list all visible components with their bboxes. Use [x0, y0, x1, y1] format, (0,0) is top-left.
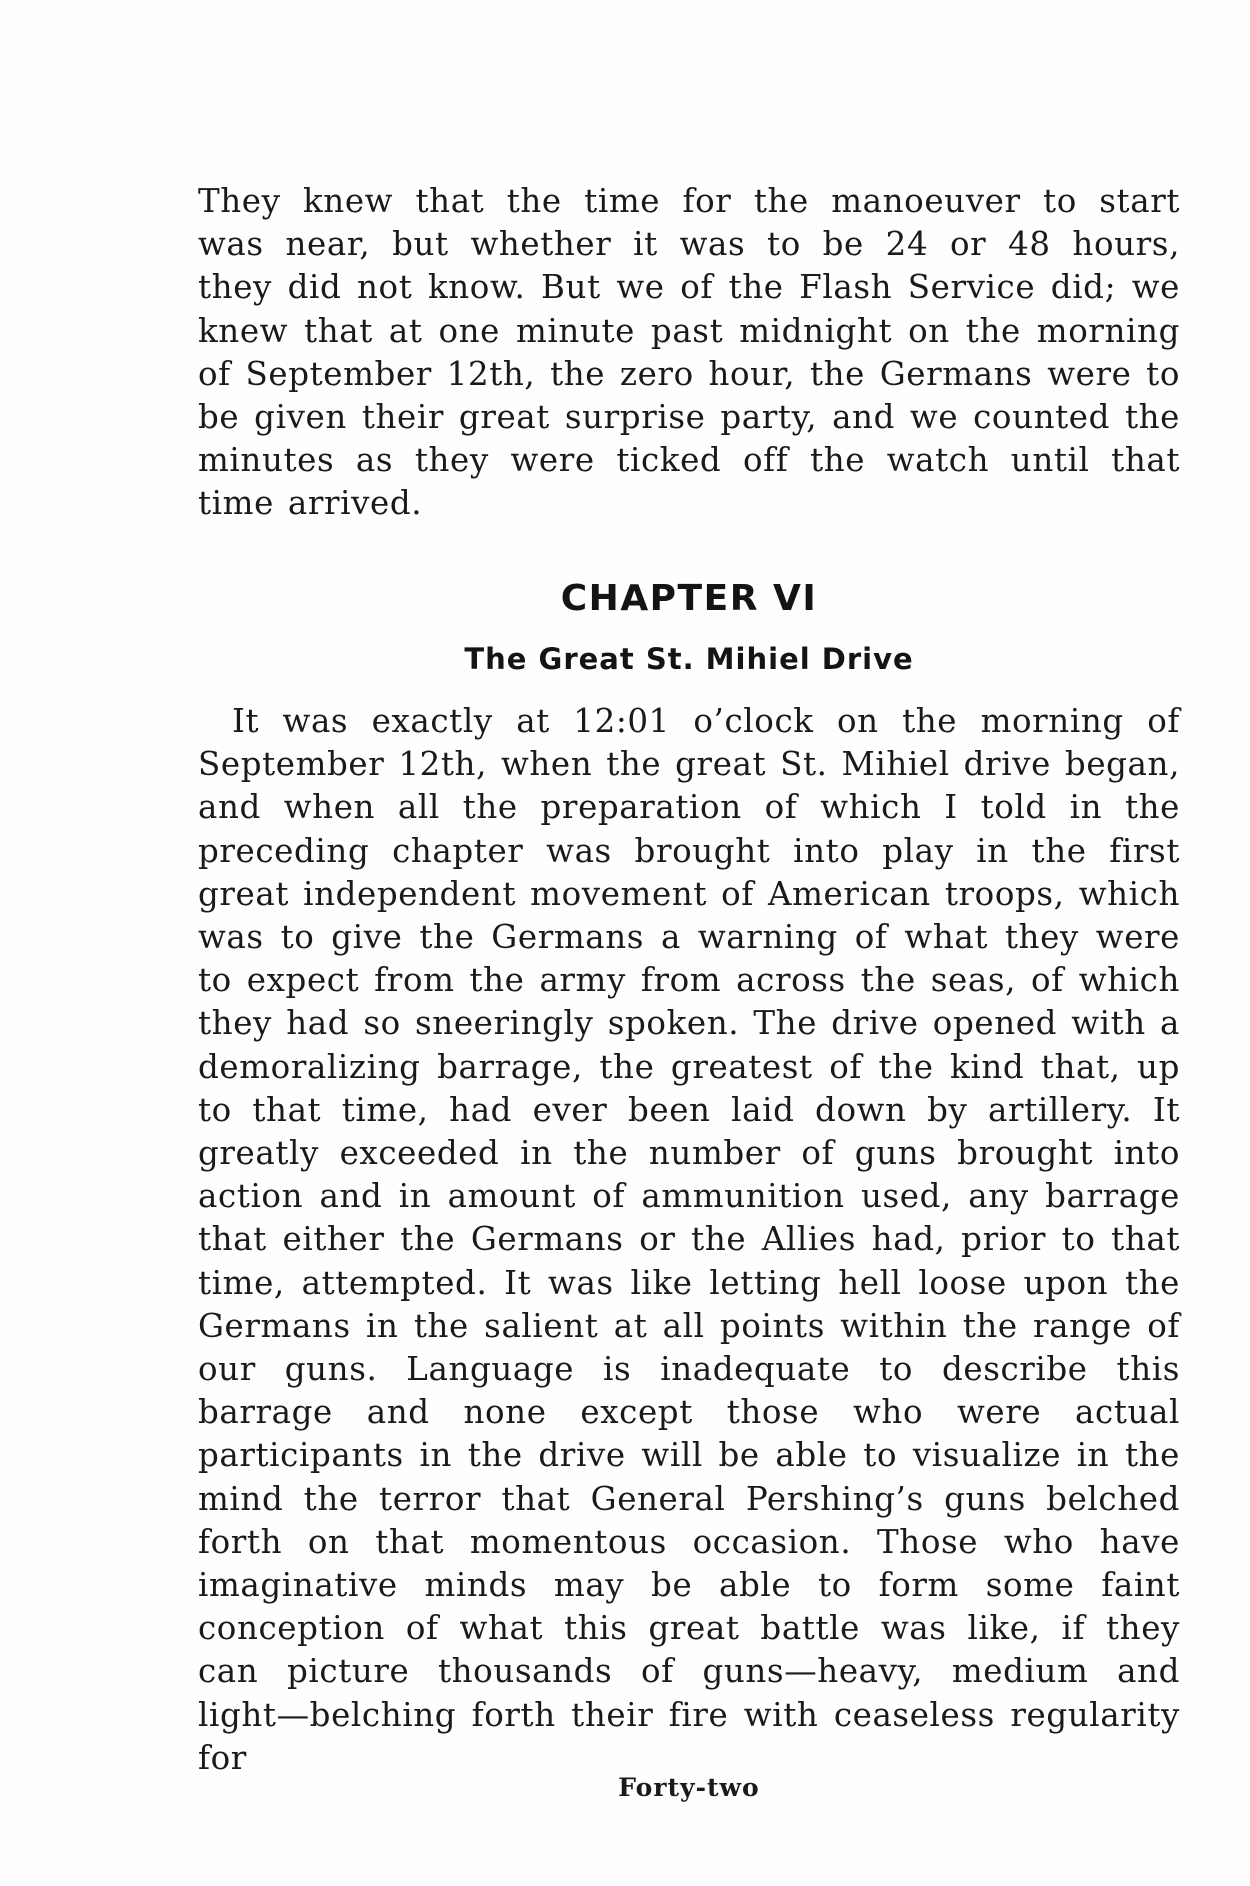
continued-text-block [198, 180, 1180, 526]
chapter-title: The Great St. Mihiel Drive [464, 642, 914, 676]
page-number: Forty-two [618, 1773, 760, 1802]
chapter-body-paragraph: It was exactly at 12:01 o’clock on the morning of September 12th, when the great St. Mihiel drive began, and when all the preparation of which I told in the preceding chapter was brought into play in the first great independent movement of American troops, which was to give the Germans a warning of what they were to expect from the army from across the seas, of which they had so sneeringly spoken. The drive opened with a demoralizing barrage, the greatest of the kind that, up to that time, had ever been laid down by artillery. It greatly exceeded in the number of guns brought into action and in amount of ammunition used, any barrage that either the Germans or the Allies had, prior to that time, attempted. It was like letting hell loose upon the Germans in the salient at all points within the range of our guns. Language is inadequate to describe this barrage and none except those who were actual participants in the drive will be able to visualize in the mind the terror that General Pershing’s guns belched forth on that momentous occasion. Those who have imaginative minds may be able to form some faint conception of what this great battle was like, if they can picture thousands of guns—heavy, medium and light—belching forth their fire with ceaseless regularity for [198, 702, 1180, 1777]
chapter-heading: CHAPTER VI [560, 578, 818, 619]
chapter-text-block [198, 700, 1180, 1780]
continued-paragraph: They knew that the time for the manoeuver to start was near, but whether it was to be 24 or 48 hours, they did not know. But we of the Flash Service did; we knew that at one minute past midnight on the morning of September 12th, the zero hour, the Germans were to be given their great surprise party, and we counted the minutes as they were ticked off the watch until that time arrived. [198, 182, 1180, 523]
